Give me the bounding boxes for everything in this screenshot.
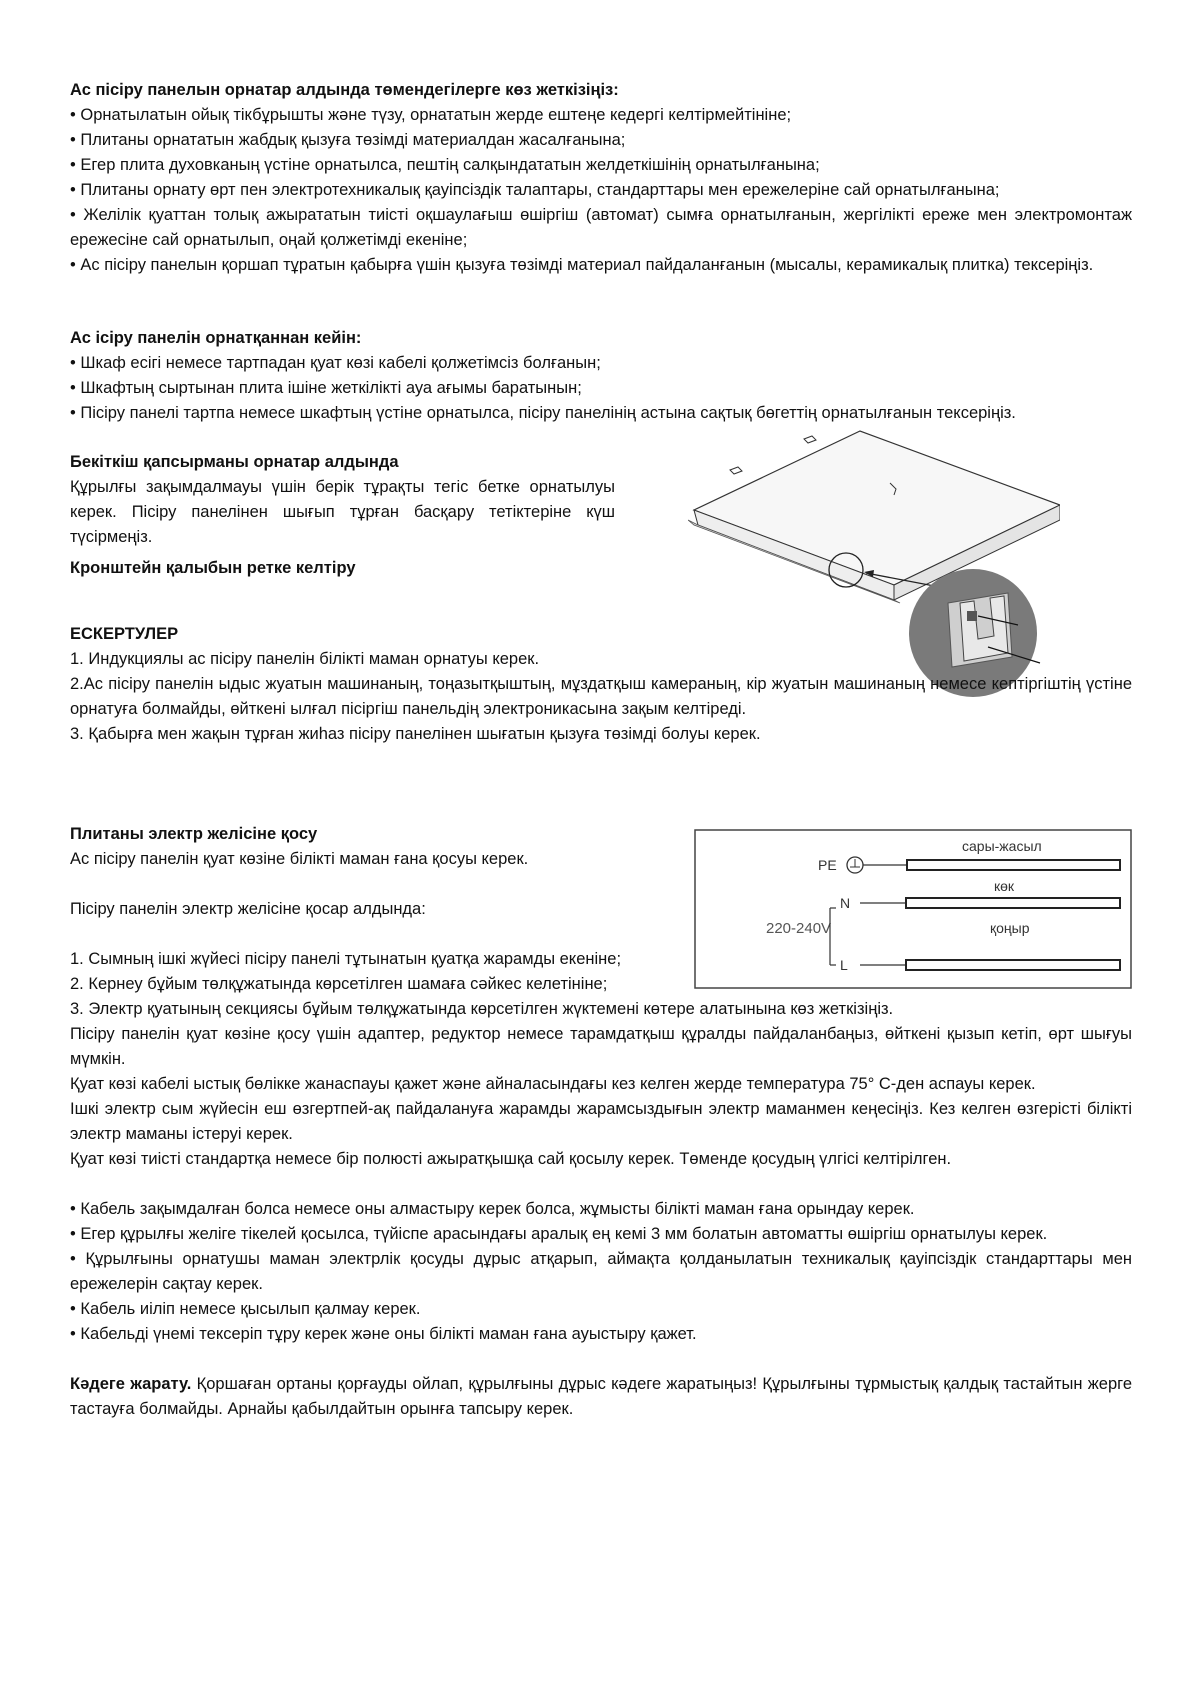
heading-after-install: Ас ісіру панелін орнатқаннан кейін: (70, 329, 362, 347)
list-item: • Плитаны орнату өрт пен электротехникалық қауіпсіздік талаптары, стандарттары мен ережелеріне сай орнатылғанына; (70, 181, 1000, 199)
bracket-text: Құрылғы зақымдалмауы үшін берік тұрақты тегіс бетке орнатылуы керек. Пісіру панелінен шығып тұрған басқару тетіктеріне күш түсірмеңіз. (70, 478, 615, 546)
list-item: • Шкаф есігі немесе тартпадан қуат көзі кабелі қолжетімсіз болғанын; (70, 354, 601, 372)
heading-connection: Плитаны электр желісіне қосу (70, 825, 318, 843)
n-label: N (840, 895, 851, 911)
list-item: • Егер құрылғы желіге тікелей қосылса, түйіспе арасындағы аралық ең кемі 3 мм болатын автоматты өшіргіш орнатылуы керек. (70, 1225, 1048, 1243)
wire2-label: көк (994, 878, 1015, 894)
list-item: • Пісіру панелі тартпа немесе шкафтың үстіне орнатылса, пісіру панелінің астына сақтық бөгеттің орнатылғанын тексеріңіз. (70, 404, 1016, 422)
wiring-diagram (694, 829, 1132, 989)
list-item: • Желілік қуаттан толық ажырататын тиісті оқшаулағыш өшіргіш (автомат) сымға орнатылғанын, жергілікті ереже мен электромонтаж ережесіне сай орнатылып, оңай қолжетімді екеніне; (70, 206, 1132, 249)
wire1-label: сары-жасыл (962, 838, 1042, 854)
list-item: • Кабель зақымдалған болса немесе оны алмастыру керек болса, жұмысты білікті маман ғана орындау керек. (70, 1200, 915, 1218)
list-item: • Плитаны орнататын жабдық қызуға төзімді материалдан жасалғанына; (70, 131, 626, 149)
heading-warnings: ЕСКЕРТУЛЕР (70, 625, 179, 643)
list-item: 2. Кернеу бұйым төлқұжатында көрсетілген шамаға сәйкес келетініне; (70, 975, 608, 993)
list-item: 1. Индукциялы ас пісіру панелін білікті маман орнатуы керек. (70, 650, 540, 668)
connection-intro: Ас пісіру панелін қуат көзіне білікті маман ғана қосуы керек. (70, 850, 529, 868)
hob-top-surface (694, 431, 1060, 585)
list-item: 3. Қабырға мен жақын тұрған жиһаз пісіру панелінен шығатын қызуға төзімді болуы керек. (70, 725, 761, 743)
list-item: 2.Ас пісіру панелін ыдыс жуатын машинаның, тоңазытқыштың, мұздатқыш камераның, кір жуатын машинаның немесе кептіргіштің үстіне орнатуға болмайды, өйткені ылғал пісіргіш панельдің электроникасына зақым келтіреді. (70, 675, 1132, 718)
list-item: • Кабель иіліп немесе қысылып қалмау керек. (70, 1300, 421, 1318)
paragraph: Қуат көзі кабелі ыстық бөлікке жанаспауы қажет және айналасындағы кез келген жерде температура 75° С-ден аспауы керек. (70, 1075, 1036, 1093)
disposal-text: Қоршаған ортаны қорғауды ойлап, құрылғыны дұрыс кәдеге жаратыңыз! Құрылғыны тұрмыстық қалдық тастайтын жерге тастауға болмайды. Арнайы қабылдайтын орынға тапсыру керек. (70, 1375, 1132, 1418)
list-item: • Ас пісіру панелын қоршап тұратын қабырға үшін қызуға төзімді материал пайдаланғанын (мысалы, керамикалық плитка) тексеріңіз. (70, 256, 1094, 274)
connection-before: Пісіру панелін электр желісіне қосар алдында: (70, 900, 426, 918)
paragraph: Пісіру панелін қуат көзіне қосу үшін адаптер, редуктор немесе тарамдатқыш құралды пайдаланбаңыз, өйткені қызып кетіп, өрт шығуы мүмкін. (70, 1025, 1132, 1068)
l-label: L (840, 957, 848, 973)
wire3-label: қоңыр (990, 920, 1030, 936)
wire-l (906, 960, 1120, 970)
section-warnings (70, 622, 1132, 747)
heading-bracket: Бекіткіш қапсырманы орнатар алдында (70, 453, 399, 471)
list-item: • Егер плита духовканың үстіне орнатылса, пештің салқындататын желдеткішінің орнатылғанына; (70, 156, 820, 174)
wire-n (906, 898, 1120, 908)
list-item: • Орнатылатын ойық тікбұрышты және түзу, орнататын жерде ештеңе кедергі келтірмейтініне; (70, 106, 792, 124)
bracket-subheading: Кронштейн қалыбын ретке келтіру (70, 559, 356, 577)
section-before-install (70, 78, 1132, 278)
list-item: • Шкафтың сыртынан плита ішіне жеткілікті ауа ағымы баратынын; (70, 379, 582, 397)
bracket-screw (967, 611, 977, 621)
clip-icon (804, 436, 816, 443)
heading-before-install: Ас пісіру панелын орнатар алдында төмендегілерге көз жеткізіңіз: (70, 81, 619, 99)
list-item: • Құрылғыны орнатушы маман электрлік қосуды дұрыс атқарып, аймақта қолданылатын техникалық қауіпсіздік стандарттары мен ережелерін сақтау керек. (70, 1250, 1132, 1293)
clip-icon (730, 467, 742, 474)
list-item: 1. Сымның ішкі жүйесі пісіру панелі тұтынатын қуатқа жарамды екеніне; (70, 950, 622, 968)
section-after-install (70, 326, 1132, 426)
disposal-heading: Кәдеге жарату. (70, 1375, 192, 1393)
voltage-label: 220-240V (766, 920, 832, 937)
disposal-paragraph (70, 1372, 1132, 1422)
list-item: 3. Электр қуатының секциясы бұйым төлқұжатында көрсетілген жүктемені көтере алатынына көз жеткізіңіз. (70, 1000, 894, 1018)
pe-label: PE (818, 857, 837, 873)
wire-pe (907, 860, 1120, 870)
paragraph: Ішкі электр сым жүйесін еш өзгертпей-ақ пайдалануға жарамды жарамсыздығын электр маманмен кеңесіңіз. Кез келген өзгерісті білікті электр маманы істеруі керек. (70, 1100, 1132, 1143)
paragraph: Қуат көзі тиісті стандартқа немесе бір полюсті ажыратқышқа сай қосылу керек. Төменде қосудың үлгісі келтірілген. (70, 1150, 952, 1168)
list-item: • Кабельді үнемі тексеріп тұру керек және оны білікті маман ғана ауыстыру қажет. (70, 1325, 697, 1343)
